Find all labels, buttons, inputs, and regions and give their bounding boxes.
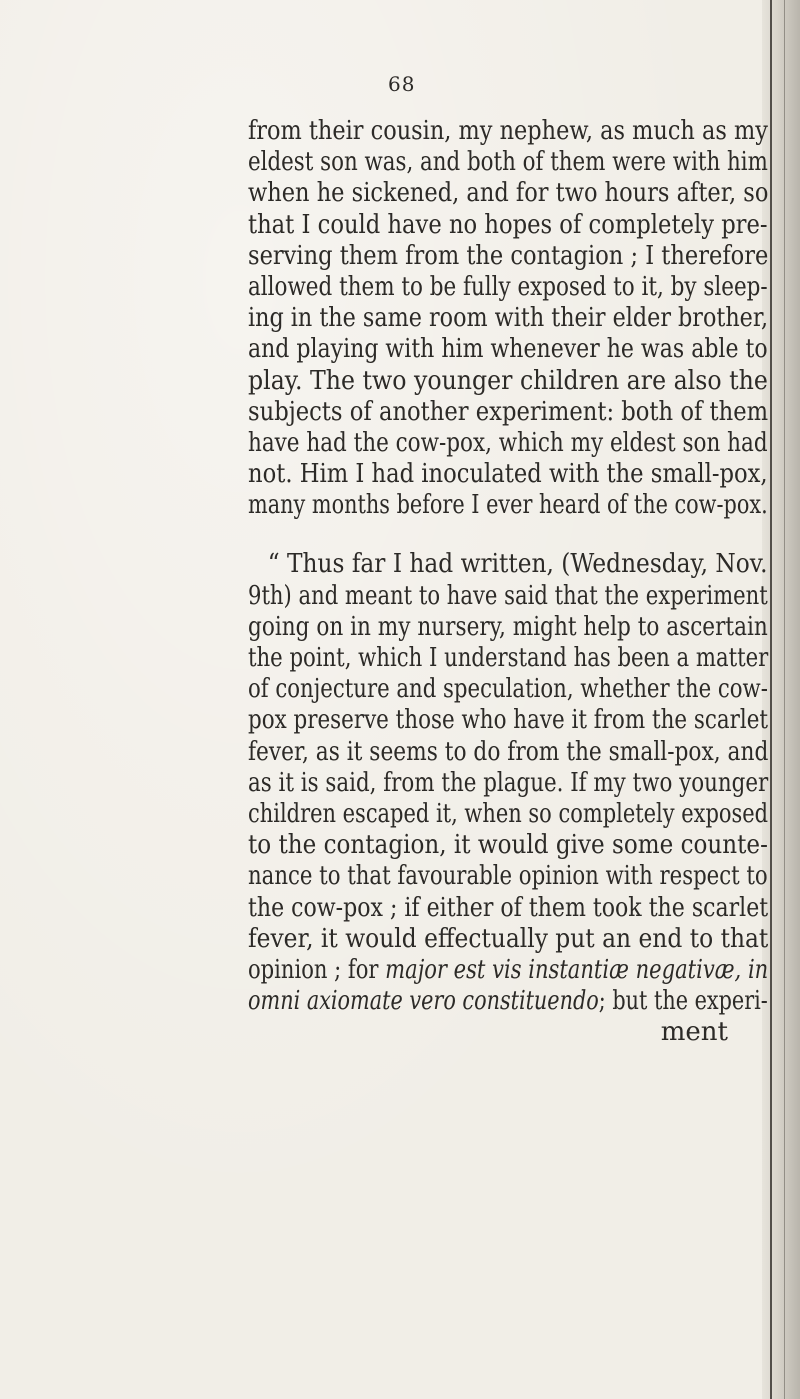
latin-phrase: major est vis instantiæ negativæ, in [385,954,769,985]
text-line: serving them from the contagion ; I therefore [248,240,769,271]
text-line [248,986,768,1017]
text-line: children escaped it, when so completely exposed [248,798,769,829]
text-line: to the contagion, it would give some counte- [248,830,768,861]
text-line: nance to that favourable opinion with respect to [248,861,768,892]
text-line: eldest son was, and both of them were with him [248,147,768,178]
text-line: subjects of another experiment: both of them [248,396,769,427]
text-line: and playing with him whenever he was able to [248,334,768,365]
text-line: play. The two younger children are also the [248,365,768,396]
paragraph-gap [248,521,768,549]
text-line: fever, it would effectually put an end to that [248,923,769,954]
text-line: allowed them to be fully exposed to it, by sleep- [248,271,768,302]
text-line: pox preserve those who have it from the scarlet [248,705,769,736]
text-line: fever, as it seems to do from the small-pox, and [248,736,769,767]
text-line: as it is said, from the plague. If my two younger [248,767,769,798]
text-line: when he sickened, and for two hours after, so [248,178,769,209]
text-line: ing in the same room with their elder brother, [248,303,769,334]
catchword: ment [660,1017,728,1048]
text-line: going on in my nursery, might help to ascertain [248,611,768,642]
text-line: “ Thus far I had written, (Wednesday, Nov. [267,549,768,580]
text-fragment: opinion ; for [248,954,379,985]
text-line: that I could have no hopes of completely pre- [248,209,768,240]
text-line: 9th) and meant to have said that the experiment [248,580,768,611]
text-line: from their cousin, my nephew, as much as my [248,116,768,146]
text-fragment: ; but the experi- [598,986,768,1017]
text-line: not. Him I had inoculated with the small-pox, [248,459,768,490]
body-text [248,116,768,1048]
text-line: the cow-pox ; if either of them took the scarlet [248,892,769,923]
text-line: have had the cow-pox, which my eldest son had [248,427,768,458]
text-line: of conjecture and speculation, whether the cow- [248,674,768,705]
text-line: many months before I ever heard of the cow-pox. [248,490,768,521]
text-line [248,954,769,986]
page-number: 68 [388,72,416,96]
text-line: the point, which I understand has been a matter [248,643,769,673]
latin-phrase-continued: omni axiomate vero constituendo [248,986,599,1017]
